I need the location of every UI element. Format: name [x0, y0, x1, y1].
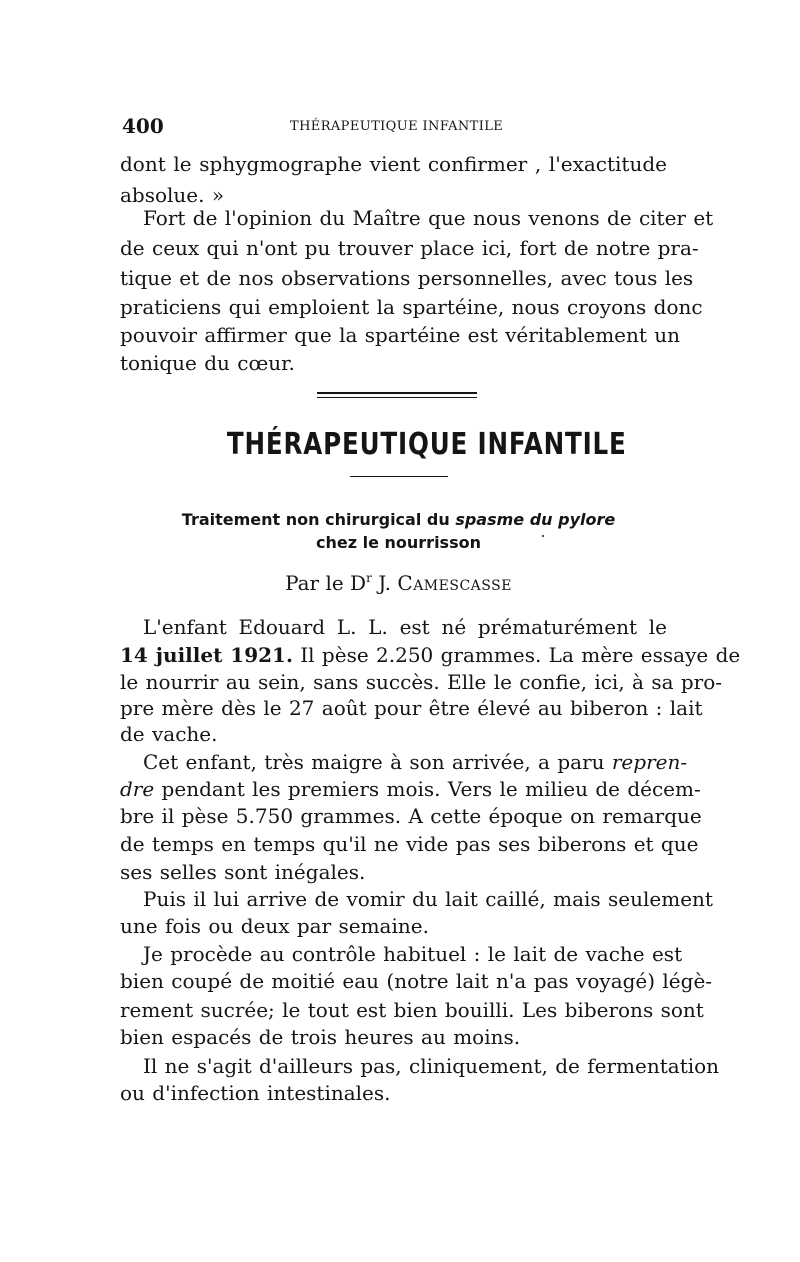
body-line-10: ses selles sont inégales. — [120, 860, 366, 884]
body-line-7-text: pendant les premiers mois. Vers le milieu de décem- — [154, 777, 701, 801]
opening-line-2: absolue. » — [120, 183, 225, 207]
body-line-2-text: Il pèse 2.250 grammes. La mère essaye de — [292, 643, 741, 667]
body-line-2 — [120, 640, 741, 670]
section-heading: THÉRAPEUTIQUE INFANTILE — [226, 427, 627, 462]
opening-line-6: praticiens qui emploient la spartéine, nous croyons donc — [120, 295, 703, 319]
author-initial: J. — [378, 571, 392, 595]
author-prefix: Par le D — [285, 571, 367, 595]
body-line-1: L'enfant Edouard L. L. est né prématurément le — [143, 615, 667, 639]
body-line-17: Il ne s'agit d'ailleurs pas, cliniquement, de fermentation — [143, 1054, 720, 1078]
body-line-7 — [120, 774, 701, 804]
article-subtitle-line-2: chez le nourrisson — [316, 533, 481, 552]
section-rule-bottom — [317, 397, 477, 398]
opening-line-7: pouvoir affirmer que la spartéine est véritablement un — [120, 323, 681, 347]
body-line-9: de temps en temps qu'il ne vide pas ses biberons et que — [120, 832, 699, 856]
body-line-15: rement sucrée; le tout est bien bouilli. Les biberons sont — [120, 998, 704, 1022]
opening-line-8: tonique du cœur. — [120, 351, 295, 375]
body-line-7-italic: dre — [120, 777, 155, 801]
opening-line-4: de ceux qui n'ont pu trouver place ici, fort de notre pra- — [120, 236, 699, 260]
print-speck — [542, 535, 544, 537]
author-name: Camescasse — [397, 571, 512, 595]
body-line-6-text: Cet enfant, très maigre à son arrivée, a paru — [143, 750, 612, 774]
body-line-6 — [143, 747, 688, 777]
article-subtitle-line-1 — [120, 508, 677, 532]
body-line-4: pre mère dès le 27 août pour être élevé au biberon : lait — [120, 696, 703, 720]
opening-line-1: dont le sphygmographe vient confirmer , l'exactitude — [120, 152, 667, 176]
body-line-16: bien espacés de trois heures au moins. — [120, 1025, 521, 1049]
running-head: THÉRAPEUTIQUE INFANTILE — [290, 119, 504, 134]
body-line-8: bre il pèse 5.750 grammes. A cette époque on remarque — [120, 804, 702, 828]
body-line-18: ou d'infection intestinales. — [120, 1081, 391, 1105]
body-line-12: une fois ou deux par semaine. — [120, 914, 429, 938]
section-rule-top — [317, 392, 477, 394]
body-line-13: Je procède au contrôle habituel : le lait de vache est — [143, 942, 683, 966]
body-line-14: bien coupé de moitié eau (notre lait n'a pas voyagé) légè- — [120, 969, 713, 993]
opening-line-3: Fort de l'opinion du Maître que nous venons de citer et — [143, 206, 714, 230]
heading-underline — [350, 476, 448, 477]
author-line — [120, 568, 677, 598]
body-line-11: Puis il lui arrive de vomir du lait caillé, mais seulement — [143, 887, 713, 911]
body-line-3: le nourrir au sein, sans succès. Elle le confie, ici, à sa pro- — [120, 670, 723, 694]
body-line-5: de vache. — [120, 722, 218, 746]
body-date: 14 juillet 1921. — [120, 643, 293, 667]
subtitle-italic: spasme du pylore — [455, 510, 616, 529]
subtitle-start: Traitement non chirurgical du — [181, 510, 450, 529]
author-sup: r — [366, 571, 372, 585]
page-number: 400 — [122, 114, 164, 138]
body-line-6-italic: repren- — [611, 750, 688, 774]
page-header — [122, 113, 667, 139]
opening-line-5: tique et de nos observations personnelles, avec tous les — [120, 266, 694, 290]
